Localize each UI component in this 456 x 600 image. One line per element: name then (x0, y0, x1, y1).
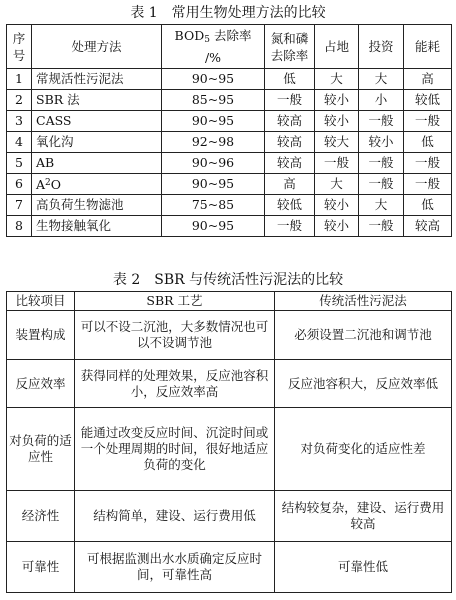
table1-header-row (7, 25, 452, 69)
table-row (7, 311, 452, 360)
col-method-header: 处理方法 (32, 25, 162, 69)
cell-index: 8 (7, 216, 32, 237)
cell-invest: 一般 (359, 216, 404, 237)
sbr-comparison-table (6, 291, 452, 593)
cell-energy: 一般 (404, 111, 452, 132)
cell-land: 较小 (315, 90, 359, 111)
cell-index: 2 (7, 90, 32, 111)
cell-index: 4 (7, 132, 32, 153)
cell-index: 3 (7, 111, 32, 132)
col-item-header: 比较项目 (7, 292, 75, 311)
cell-bod: 92~98 (162, 132, 265, 153)
cell-method: 高负荷生物滤池 (32, 195, 162, 216)
table-row (7, 195, 452, 216)
col-np-header: 氮和磷去除率 (265, 25, 315, 69)
cell-bod: 90~95 (162, 216, 265, 237)
cell-land: 较小 (315, 195, 359, 216)
cell-bod: 75~85 (162, 195, 265, 216)
table-row (7, 542, 452, 593)
cell-land: 较小 (315, 111, 359, 132)
bod-rest: 去除率 (209, 28, 252, 43)
cell-land: 大 (315, 174, 359, 195)
col-energy-header: 能耗 (404, 25, 452, 69)
cell-energy: 低 (404, 132, 452, 153)
cell-np: 较高 (265, 153, 315, 174)
cell-method: CASS (32, 111, 162, 132)
cell-sbr: 结构简单，建设、运行费用低 (75, 491, 275, 542)
cell-invest: 一般 (359, 111, 404, 132)
cell-invest: 一般 (359, 174, 404, 195)
cell-sbr: 可以不设二沉池，大多数情况也可以不设调节池 (75, 311, 275, 360)
cell-method: AB (32, 153, 162, 174)
cell-sbr: 可根据监测出水水质确定反应时间，可靠性高 (75, 542, 275, 593)
cell-invest: 大 (359, 195, 404, 216)
cell-np: 一般 (265, 90, 315, 111)
cell-bod: 90~95 (162, 174, 265, 195)
cell-bod: 90~95 (162, 111, 265, 132)
cell-item: 装置构成 (7, 311, 75, 360)
col-land-header: 占地 (315, 25, 359, 69)
cell-land: 一般 (315, 153, 359, 174)
cell-index: 1 (7, 69, 32, 90)
table-row (7, 408, 452, 491)
methods-comparison-table (6, 24, 452, 237)
col-index-header: 序号 (7, 25, 32, 69)
table-row (7, 90, 452, 111)
cell-traditional: 对负荷变化的适应性差 (275, 408, 452, 491)
table-row (7, 69, 452, 90)
cell-item: 可靠性 (7, 542, 75, 593)
cell-bod: 90~95 (162, 69, 265, 90)
col-traditional-header: 传统活性污泥法 (275, 292, 452, 311)
cell-energy: 一般 (404, 153, 452, 174)
col-invest-header: 投资 (359, 25, 404, 69)
cell-item: 经济性 (7, 491, 75, 542)
a2o-rest: O (50, 177, 62, 192)
table1-caption: 表 1 常用生物处理方法的比较 (130, 5, 326, 21)
table-row (7, 153, 452, 174)
cell-np: 较低 (265, 195, 315, 216)
cell-land: 较小 (315, 216, 359, 237)
cell-method: SBR 法 (32, 90, 162, 111)
bod-label: BOD (174, 28, 205, 43)
cell-traditional: 可靠性低 (275, 542, 452, 593)
cell-energy: 一般 (404, 174, 452, 195)
cell-method: 生物接触氧化 (32, 216, 162, 237)
cell-np: 较高 (265, 132, 315, 153)
table-row (7, 360, 452, 408)
cell-item: 反应效率 (7, 360, 75, 408)
table2-caption: 表 2 SBR 与传统活性污泥法的比较 (112, 272, 344, 288)
cell-np: 高 (265, 174, 315, 195)
cell-item: 对负荷的适应性 (7, 408, 75, 491)
cell-land: 大 (315, 69, 359, 90)
col-bod-header (162, 25, 265, 69)
cell-traditional: 反应池容积大，反应效率低 (275, 360, 452, 408)
cell-energy: 低 (404, 195, 452, 216)
a2o-superscript: 2 (45, 178, 51, 188)
cell-traditional: 结构较复杂，建设、运行费用较高 (275, 491, 452, 542)
cell-invest: 大 (359, 69, 404, 90)
cell-method (32, 174, 162, 195)
cell-method: 氧化沟 (32, 132, 162, 153)
cell-sbr: 获得同样的处理效果，反应池容积小，反应效率高 (75, 360, 275, 408)
cell-invest: 小 (359, 90, 404, 111)
cell-invest: 较小 (359, 132, 404, 153)
cell-sbr: 能通过改变反应时间、沉淀时间或一个处理周期的时间，很好地适应负荷的变化 (75, 408, 275, 491)
cell-invest: 一般 (359, 153, 404, 174)
col-sbr-header: SBR 工艺 (75, 292, 275, 311)
cell-land: 较大 (315, 132, 359, 153)
table-row (7, 491, 452, 542)
bod-unit: /% (204, 50, 222, 65)
cell-index: 5 (7, 153, 32, 174)
table2-header-row (7, 292, 452, 311)
cell-np: 一般 (265, 216, 315, 237)
cell-index: 7 (7, 195, 32, 216)
cell-bod: 85~95 (162, 90, 265, 111)
cell-np: 较高 (265, 111, 315, 132)
table-row (7, 132, 452, 153)
cell-energy: 较高 (404, 216, 452, 237)
cell-method: 常规活性污泥法 (32, 69, 162, 90)
cell-energy: 较低 (404, 90, 452, 111)
cell-energy: 高 (404, 69, 452, 90)
bod-subscript: 5 (204, 35, 210, 45)
cell-bod: 90~96 (162, 153, 265, 174)
table-row (7, 111, 452, 132)
cell-np: 低 (265, 69, 315, 90)
table-row (7, 174, 452, 195)
table-row (7, 216, 452, 237)
cell-traditional: 必须设置二沉池和调节池 (275, 311, 452, 360)
cell-index: 6 (7, 174, 32, 195)
a2o-main: A (36, 177, 46, 192)
